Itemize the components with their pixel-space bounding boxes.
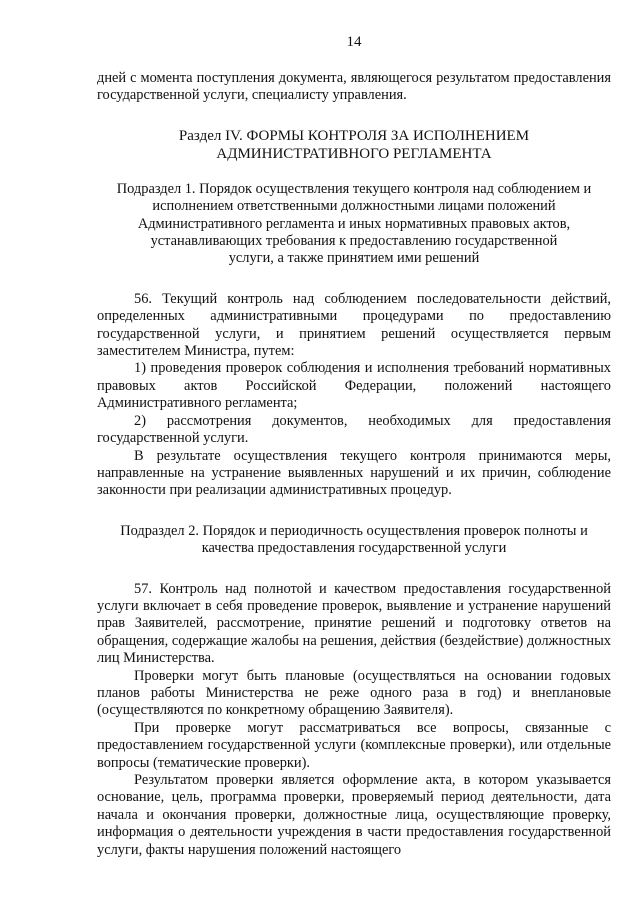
section-title-line: Раздел IV. ФОРМЫ КОНТРОЛЯ ЗА ИСПОЛНЕНИЕМ — [178, 127, 530, 144]
section-title — [97, 127, 611, 163]
paragraph-57: 57. Контроль над полнотой и качеством предоставления государственной услуги включает в себя проведение проверок, выявление и устранение нарушений прав Заявителей, рассмотрение, принятие решений и подготовку ответов на обращения, содержащие жалобы на решения, действия (бездействие) должностных лиц Министерства. — [97, 580, 611, 667]
paragraph-57-questions: При проверке могут рассматриваться все вопросы, связанные с предоставлением государственной услуги (комплексные проверки), или отдельные вопросы (тематические проверки). — [97, 719, 611, 771]
subsection-title-line: качества предоставления государственной услуги — [201, 540, 507, 557]
paragraph-56-item-2: 2) рассмотрения документов, необходимых для предоставления государственной услуги. — [97, 412, 611, 447]
subsection-2-title — [97, 523, 611, 558]
subsection-title-line: Подраздел 1. Порядок осуществления текущего контроля над соблюдением и — [116, 180, 592, 197]
paragraph-56-item-1: 1) проведения проверок соблюдения и исполнения требований нормативных правовых актов Российской Федерации, положений настоящего Административного регламента; — [97, 360, 611, 412]
section-title-line: АДМИНИСТРАТИВНОГО РЕГЛАМЕНТА — [216, 145, 492, 162]
subsection-title-line: исполнением ответственными должностными лицами положений — [152, 198, 556, 215]
intro-paragraph: дней с момента поступления документа, являющегося результатом предоставления государственной услуги, специалисту управления. — [97, 70, 611, 104]
subsection-1-title — [97, 181, 611, 268]
paragraph-56: 56. Текущий контроль над соблюдением последовательности действий, определенных административными процедурами по предоставлению государственной услуги, и принятием решений осуществляется первым заместителем Министра, путем: — [97, 290, 611, 360]
paragraph-56-result: В результате осуществления текущего контроля принимаются меры, направленные на устранение выявленных нарушений и их причин, соблюдение законности при реализации административных процедур. — [97, 447, 611, 499]
subsection-title-line: услуги, а также принятием ими решений — [228, 250, 480, 267]
subsection-title-line: Подраздел 2. Порядок и периодичность осуществления проверок полноты и — [120, 522, 588, 539]
subsection-title-line: Административного регламента и иных нормативных правовых актов, — [137, 215, 571, 232]
document-page — [97, 34, 611, 859]
subsection-title-line: устанавливающих требования к предоставлению государственной — [150, 233, 558, 250]
paragraph-57-checks: Проверки могут быть плановые (осуществляться на основании годовых планов работы Министерства не реже одного раза в год) и внеплановые (осуществляются по конкретному обращению Заявителя). — [97, 667, 611, 719]
paragraph-57-result: Результатом проверки является оформление акта, в котором указывается основание, цель, программа проверки, проверяемый период деятельности, дата начала и окончания проверки, должностные лица, осуществляющие проверку, информация о деятельности учреждения в части предоставления государственной услуги, факты нарушения положений настоящего — [97, 772, 611, 858]
page-number: 14 — [346, 34, 362, 50]
